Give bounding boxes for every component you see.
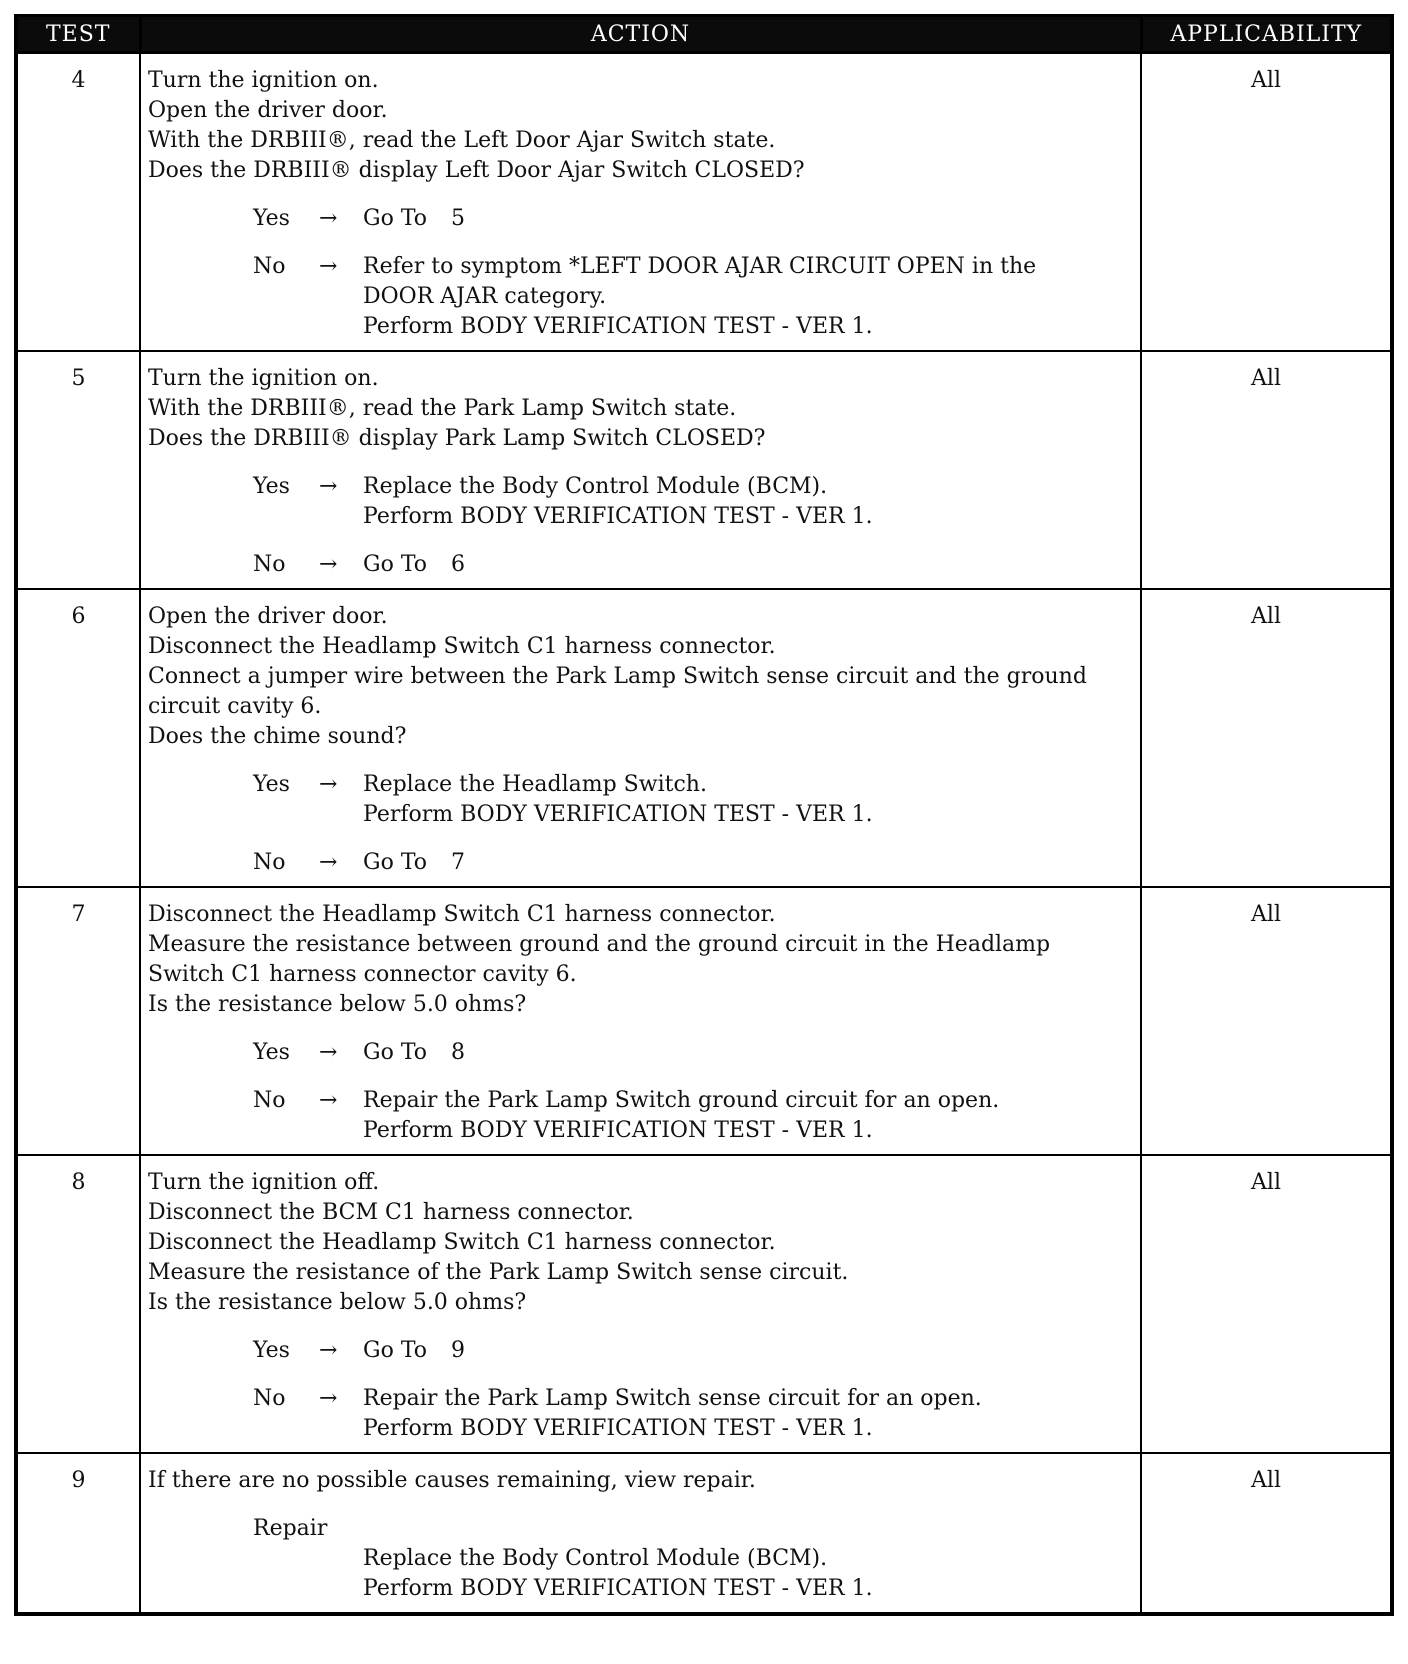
test-number: 8 [16, 1155, 140, 1453]
repair-result [363, 1544, 1134, 1604]
yes-branch [148, 204, 1134, 234]
applicability-value: All [1141, 1155, 1392, 1453]
no-branch [148, 848, 1134, 878]
action-line: Does the DRBIII® display Park Lamp Switch CLOSED? [148, 426, 766, 451]
action-line: Switch C1 harness connector cavity 6. [148, 962, 577, 987]
yes-branch [148, 770, 1134, 830]
yes-result [363, 204, 1134, 234]
no-branch [148, 550, 1134, 580]
no-label: No [253, 850, 286, 875]
goto-target: 7 [451, 850, 466, 875]
no-result [363, 1384, 1134, 1444]
action-line: circuit cavity 6. [148, 694, 322, 719]
arrow-icon: → [319, 206, 338, 231]
action-line: Turn the ignition on. [148, 68, 379, 93]
action-cell [140, 53, 1141, 352]
arrow-icon: → [319, 474, 338, 499]
action-line: Measure the resistance of the Park Lamp Switch sense circuit. [148, 1260, 849, 1285]
result-line: Refer to symptom *LEFT DOOR AJAR CIRCUIT OPEN in the [363, 254, 1037, 279]
no-branch [148, 1086, 1134, 1146]
no-result [363, 550, 1134, 580]
goto-label: Go To [363, 552, 428, 577]
header-applicability: APPLICABILITY [1141, 16, 1392, 53]
yes-result [363, 1336, 1134, 1366]
result-line: Replace the Body Control Module (BCM). [363, 1546, 828, 1571]
action-line: Open the driver door. [148, 604, 388, 629]
action-line: Disconnect the Headlamp Switch C1 harness connector. [148, 634, 776, 659]
action-line: Turn the ignition off. [148, 1170, 380, 1195]
result-line: Perform BODY VERIFICATION TEST - VER 1. [363, 314, 873, 339]
applicability-value: All [1141, 887, 1392, 1155]
header-test: TEST [16, 16, 140, 53]
no-label: No [253, 1386, 286, 1411]
test-number: 4 [16, 53, 140, 352]
no-label: No [253, 1088, 286, 1113]
no-branch [148, 1384, 1134, 1444]
result-line: Perform BODY VERIFICATION TEST - VER 1. [363, 802, 873, 827]
no-result [363, 252, 1134, 342]
test-number: 6 [16, 589, 140, 887]
result-line: DOOR AJAR category. [363, 284, 607, 309]
action-line: With the DRBIII®, read the Left Door Ajar Switch state. [148, 128, 776, 153]
repair-label: Repair [253, 1516, 328, 1541]
no-result [363, 848, 1134, 878]
arrow-icon: → [319, 1338, 338, 1363]
applicability-value: All [1141, 589, 1392, 887]
action-cell [140, 1155, 1141, 1453]
action-cell [140, 351, 1141, 589]
no-result [363, 1086, 1134, 1146]
action-line: Disconnect the BCM C1 harness connector. [148, 1200, 634, 1225]
table-header [16, 16, 1392, 53]
yes-result [363, 770, 1134, 830]
result-line: Repair the Park Lamp Switch sense circuit for an open. [363, 1386, 982, 1411]
arrow-icon: → [319, 254, 338, 279]
goto-label: Go To [363, 1338, 428, 1363]
result-line: Replace the Body Control Module (BCM). [363, 474, 828, 499]
action-line: Disconnect the Headlamp Switch C1 harness connector. [148, 1230, 776, 1255]
action-line: Does the chime sound? [148, 724, 407, 749]
table-row [16, 1155, 1392, 1453]
arrow-icon: → [319, 850, 338, 875]
applicability-value: All [1141, 1453, 1392, 1614]
applicability-value: All [1141, 53, 1392, 352]
table-row [16, 589, 1392, 887]
goto-target: 9 [451, 1338, 466, 1363]
arrow-icon: → [319, 772, 338, 797]
action-line: Disconnect the Headlamp Switch C1 harness connector. [148, 902, 776, 927]
header-action: ACTION [140, 16, 1141, 53]
arrow-icon: → [319, 1088, 338, 1113]
diagnostic-test-table [14, 14, 1390, 1616]
action-cell [140, 589, 1141, 887]
result-line: Replace the Headlamp Switch. [363, 772, 707, 797]
goto-target: 8 [451, 1040, 466, 1065]
applicability-value: All [1141, 351, 1392, 589]
table-row [16, 53, 1392, 352]
yes-branch [148, 1336, 1134, 1366]
action-line: If there are no possible causes remaining, view repair. [148, 1468, 756, 1493]
test-number: 5 [16, 351, 140, 589]
goto-label: Go To [363, 206, 428, 231]
yes-label: Yes [253, 474, 290, 499]
yes-branch [148, 472, 1134, 532]
arrow-icon: → [319, 1040, 338, 1065]
result-line: Perform BODY VERIFICATION TEST - VER 1. [363, 1118, 873, 1143]
goto-target: 6 [451, 552, 466, 577]
yes-label: Yes [253, 772, 290, 797]
yes-label: Yes [253, 1338, 290, 1363]
yes-result [363, 1038, 1134, 1068]
yes-result [363, 472, 1134, 532]
goto-label: Go To [363, 1040, 428, 1065]
yes-label: Yes [253, 206, 290, 231]
result-line: Perform BODY VERIFICATION TEST - VER 1. [363, 504, 873, 529]
result-line: Perform BODY VERIFICATION TEST - VER 1. [363, 1416, 873, 1441]
action-line: Connect a jumper wire between the Park Lamp Switch sense circuit and the ground [148, 664, 1087, 689]
no-label: No [253, 552, 286, 577]
action-line: Measure the resistance between ground and the ground circuit in the Headlamp [148, 932, 1051, 957]
action-line: Open the driver door. [148, 98, 388, 123]
yes-branch [148, 1038, 1134, 1068]
table-row [16, 351, 1392, 589]
action-line: Is the resistance below 5.0 ohms? [148, 992, 527, 1017]
table-row [16, 1453, 1392, 1614]
arrow-icon: → [319, 552, 338, 577]
goto-label: Go To [363, 850, 428, 875]
action-cell [140, 1453, 1141, 1614]
action-line: Is the resistance below 5.0 ohms? [148, 1290, 527, 1315]
result-line: Perform BODY VERIFICATION TEST - VER 1. [363, 1576, 873, 1601]
action-line: With the DRBIII®, read the Park Lamp Switch state. [148, 396, 737, 421]
test-number: 7 [16, 887, 140, 1155]
action-cell [140, 887, 1141, 1155]
test-number: 9 [16, 1453, 140, 1614]
arrow-icon: → [319, 1386, 338, 1411]
no-branch [148, 252, 1134, 342]
action-line: Turn the ignition on. [148, 366, 379, 391]
result-line: Repair the Park Lamp Switch ground circuit for an open. [363, 1088, 1000, 1113]
no-label: No [253, 254, 286, 279]
action-line: Does the DRBIII® display Left Door Ajar Switch CLOSED? [148, 158, 805, 183]
table-row [16, 887, 1392, 1155]
yes-label: Yes [253, 1040, 290, 1065]
goto-target: 5 [451, 206, 466, 231]
